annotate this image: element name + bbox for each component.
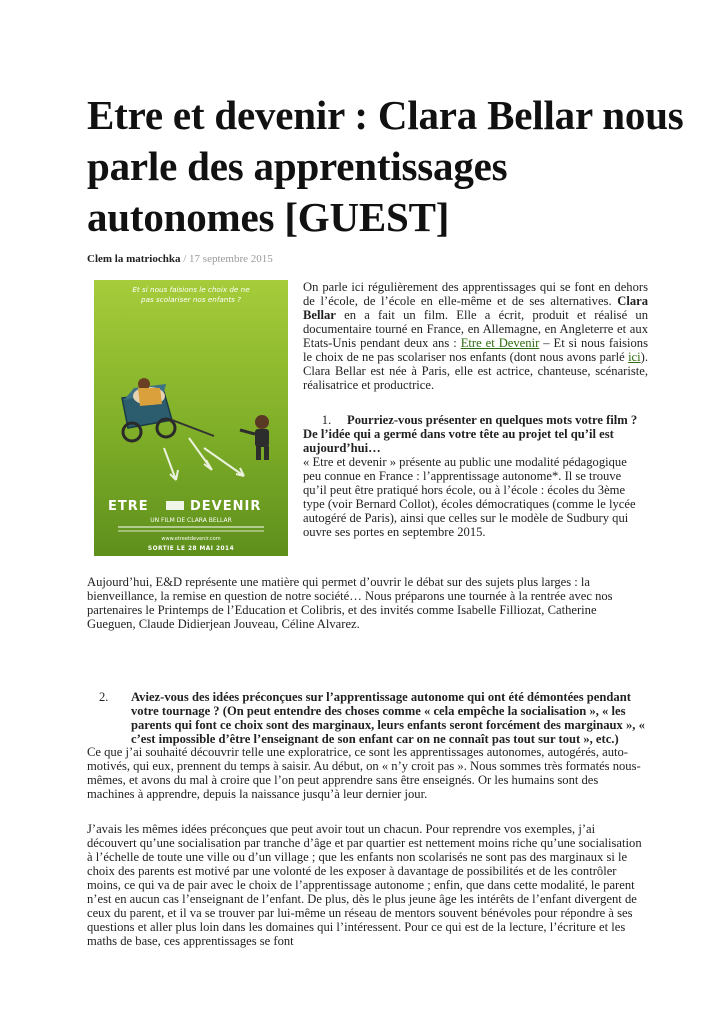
intro-bold-name: Clara Bellar bbox=[303, 294, 648, 322]
question-2-number: 2. bbox=[99, 690, 109, 704]
question-2-text: Aviez-vous des idées préconçues sur l’apprentissage autonome qui ont été démontées pendant votre tournage ? (On peut entendre des choses comme « cela empêche la socialisation », « les parents qui font ce choix sont des marginaux, leurs enfants seront forcément des marginaux », « c’est impossible d’être l’enseignant de son enfant car on ne connaît pas tout sur tout », etc.) bbox=[131, 690, 645, 746]
answer-2: Ce que j’ai souhaité découvrir telle une exploratrice, ce sont les apprentissages autonomes, autogérés, auto-motivés, qui eux, prennent du temps à saisir. Au début, on « n’y croit pas ». Nous sommes très formatés nous-mêmes, et avons du mal à croire que l’on peut apprendre sans être enseignés. Or les humains sont des machines à apprendre, depuis la naissance jusqu’à leur dernier jour. bbox=[87, 745, 641, 801]
intro-paragraph bbox=[303, 280, 648, 392]
poster-title-left: ETRE bbox=[108, 499, 149, 514]
answer-1: « Etre et devenir » présente au public une modalité pédagogique peu connue en France : l’apprentissage autonome*. Il se trouve qu’il peut être pratiqué hors école, ou à l’école : écoles du 3ème type (voir Bernard Collot), écoles démocratiques (comme le lycée autogéré de Paris), ainsi que celles sur le modèle de Sudbury qui ouvre ses portes en septembre 2015. bbox=[303, 455, 636, 539]
question-2-block bbox=[87, 690, 647, 746]
paragraph-today: Aujourd’hui, E&D représente une matière qui permet d’ouvrir le débat sur des sujets plus larges : la bienveillance, la remise en question de notre société… Nous préparons une tournée à la rentrée avec nos partenaires le Printemps de l’Education et Colibris, et des invités comme Isabelle Filliozat, Catherine Gueguen, Claude Didierjean Jouveau, Céline Alvarez. bbox=[87, 575, 613, 631]
intro-part-2: en a fait un film. Elle a écrit, produit et réalisé un documentaire tourné en France, en Allemagne, en Angleterre et aux Etats-Unis pendant deux ans : bbox=[303, 308, 648, 350]
poster-title-mark bbox=[166, 501, 184, 510]
poster-tagline-2: pas scolariser nos enfants ? bbox=[141, 295, 241, 304]
poster-credit: UN FILM DE CLARA BELLAR bbox=[150, 517, 232, 524]
byline bbox=[87, 253, 273, 265]
author-link[interactable]: Clem la matriochka bbox=[87, 253, 181, 265]
intro-part-3: – Et si nous faisions le choix de ne pas scolariser nos enfants (dont nous avons parlé bbox=[303, 336, 648, 364]
byline-separator: / bbox=[183, 253, 187, 265]
poster-title-right: DEVENIR bbox=[190, 499, 262, 514]
question-1-block bbox=[303, 413, 648, 539]
publish-date: 17 septembre 2015 bbox=[189, 253, 273, 265]
film-link[interactable]: Etre et Devenir bbox=[460, 336, 540, 350]
poster-tagline-1: Et si nous faisions le choix de ne bbox=[132, 285, 250, 294]
film-poster-image bbox=[94, 280, 288, 556]
poster-website: www.etreetdevenir.com bbox=[161, 536, 221, 542]
question-1 bbox=[303, 413, 648, 455]
intro-part-4: ). Clara Bellar est née à Paris, elle est actrice, chanteuse, scénariste, réalisatrice et productrice. bbox=[303, 350, 648, 392]
question-1-number: 1. bbox=[321, 413, 332, 427]
here-link[interactable]: ici bbox=[628, 350, 641, 364]
article-title: Etre et devenir : Clara Bellar nous parle des apprentissages autonomes [GUEST] bbox=[87, 92, 684, 240]
poster-release: SORTIE LE 28 MAI 2014 bbox=[147, 546, 235, 552]
question-1-text: Pourriez-vous présenter en quelques mots votre film ? De l’idée qui a germé dans votre tête au projet tel qu’il est aujourd’hui… bbox=[303, 413, 638, 455]
paragraph-preconceptions: J’avais les mêmes idées préconçues que peut avoir tout un chacun. Pour reprendre vos exemples, j’ai découvert qu’une socialisation par tranche d’âge et par quartier est nettement moins riche qu’une socialisation à l’échelle de toute une ville ou d’un village ; que les enfants non scolarisés ne sont pas des marginaux si le choix des parents est motivé par une volonté de les exposer à davantage de possibilités et de les contrôler moins, ce qui va de pair avec le choix de l’apprentissage autonome ; enfin, que dans cette modalité, le parent n’est en aucun cas l’enseignant de l’enfant. De plus, dès le plus jeune âge les intérêts de l’enfant divergent de ceux du parent, et il va se trouver par lui-même un réseau de mentors souvent bénévoles pour répondre à ses questions et aller plus loin dans les domaines qui l’intéressent. Pour ce qui est de la lecture, l’écriture et les maths de base, ces apprentissages se font bbox=[87, 822, 642, 948]
intro-part-1: On parle ici régulièrement des apprentissages qui se font en dehors de l’école, de l’école en elle-même et de ses alternatives. bbox=[303, 280, 648, 308]
